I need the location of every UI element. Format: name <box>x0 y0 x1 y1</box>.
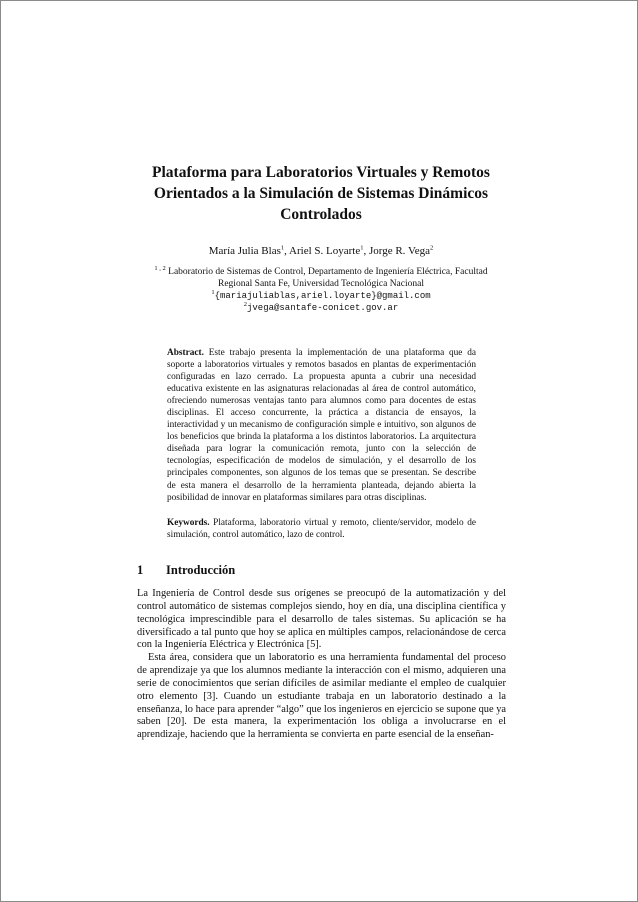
abstract <box>167 347 476 504</box>
section-title: Introducción <box>166 563 236 577</box>
keywords-label: Keywords. <box>167 518 210 528</box>
author-separator: , <box>284 245 290 257</box>
author-name: Ariel S. Loyarte <box>289 245 361 257</box>
email-mark: 1 <box>211 288 215 296</box>
title-line: Controlados <box>280 206 362 223</box>
affiliation-line: Regional Santa Fe, Universidad Tecnológica Nacional <box>218 279 424 289</box>
affiliation-line: Laboratorio de Sistemas de Control, Departamento de Ingeniería Eléctrica, Facultad <box>168 267 488 277</box>
section-number: 1 <box>137 563 144 577</box>
author-list <box>121 244 521 258</box>
author-name: María Julia Blas <box>208 245 281 257</box>
body-paragraph: Esta área, considera que un laboratorio es una herramienta fundamental del proceso de aprendizaje ya que los alumnos mediante la interacción con el mismo, adquieren una serie de conocimientos que serían difíciles de asimilar mediante el empleo de cualquier otro elemento [3]. Cuando un estudiante trabaja en un laboratorio destinado a la enseñanza, lo hace para aprender “algo” que los ingenieros en ejercicio se supone que ya saben [20]. De esta manera, la experimentación los obliga a involucrarse en el aprendizaje, haciendo que la herramienta se convierta en parte esencial de la enseñan- <box>137 652 506 741</box>
author-affil-mark: 2 <box>429 244 434 252</box>
author-email: {mariajuliablas,ariel.loyarte}@gmail.com <box>214 291 431 301</box>
abstract-label: Abstract. <box>167 348 204 358</box>
section-body <box>137 588 506 742</box>
keywords <box>167 517 476 541</box>
body-paragraph: La Ingeniería de Control desde sus orígenes se preocupó de la automatización y del control automático de sistemas complejos siendo, hoy en día, una disciplina científica y tecnológica imprescindible para el desarrollo de tales sistemas. Su aplicación se ha diversificado a tal punto que hoy se aplica en múltiples campos, relacionándose de cerca con la Ingeniería Eléctrica y Electrónica [5]. <box>137 588 506 651</box>
author-affil-mark: 1 <box>280 244 285 252</box>
author-separator: , <box>363 245 369 257</box>
affil-mark: 1 , 2 <box>154 264 166 272</box>
abstract-text: Este trabajo presenta la implementación de una plataforma que da soporte a laboratorios virtuales y remotos basados en plantas de experimentación configuradas en lazo cerrado. La propuesta apunta a cubrir una necesidad educativa existente en las asignaturas relacionadas al área de control automático, ofreciendo numerosas ventajas tanto para alumnos como para docentes de estas disciplinas. El acceso concurrente, la práctica a distancia de ensayos, la interactividad y un mecanismo de configuración simple e intuitivo, son algunos de los beneficios que brinda la plataforma a los distintos laboratorios. La arquitectura diseñada para lograr la comunicación remota, junto con la selección de tecnologías, especificación de modelos de simulación, y el desarrollo de los principales componentes, son algunos de los temas que se presentan. Se describe de esta manera el desarrollo de la herramienta planteada, dejando abierta la posibilidad de innovar en plataformas similares para otras disciplinas. <box>167 348 476 503</box>
author-name: Jorge R. Vega <box>368 245 430 257</box>
title-line: Orientados a la Simulación de Sistemas Dinámicos <box>153 185 489 202</box>
affiliation-block <box>141 266 501 314</box>
title-line: Plataforma para Laboratorios Virtuales y Remotos <box>152 164 490 181</box>
paper-title <box>121 162 521 225</box>
email-mark: 2 <box>243 300 247 308</box>
keywords-text: Plataforma, laboratorio virtual y remoto, cliente/servidor, modelo de simulación, control automático, lazo de control. <box>167 518 476 541</box>
author-affil-mark: 1 <box>360 244 364 252</box>
author-email: jvega@santafe-conicet.gov.ar <box>247 303 399 313</box>
